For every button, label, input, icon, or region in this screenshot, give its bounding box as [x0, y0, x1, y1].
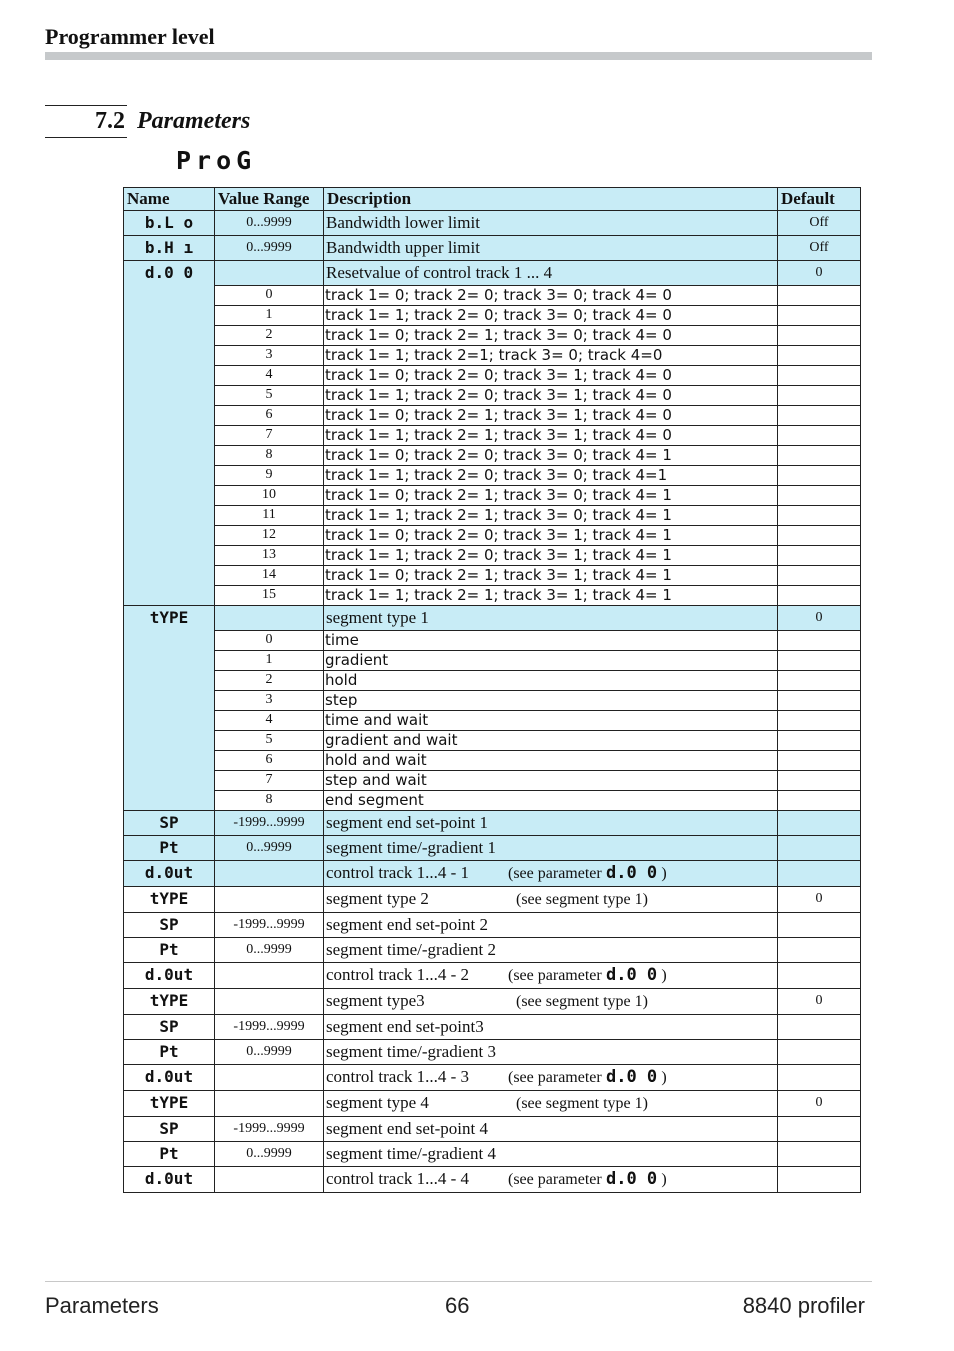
- footer-right: 8840 profiler: [742, 1293, 865, 1318]
- param-range: 0...9999: [215, 236, 324, 261]
- param-default: [778, 913, 861, 938]
- param-range: [215, 606, 324, 631]
- parameters-table: [123, 187, 861, 1193]
- param-default: 0: [778, 261, 861, 286]
- param-default: [778, 963, 861, 989]
- param-description: segment end set-point 1: [324, 811, 778, 836]
- see-reference: (see segment type 1): [516, 993, 648, 1010]
- table-header-row: [124, 188, 861, 211]
- option-value: 2: [215, 671, 324, 691]
- param-row-dout: [124, 1065, 861, 1091]
- see-reference: (see segment type 1): [516, 891, 648, 908]
- param-description: [324, 861, 778, 887]
- section-number: 7.2: [95, 108, 125, 134]
- option-value: 4: [215, 711, 324, 731]
- param-name: SP: [124, 1117, 215, 1142]
- option-value: 7: [215, 771, 324, 791]
- param-default: [778, 811, 861, 836]
- option-row: [124, 631, 861, 651]
- option-row: [124, 426, 861, 446]
- option-default: [778, 586, 861, 606]
- param-default: 0: [778, 1091, 861, 1117]
- option-default: [778, 486, 861, 506]
- see-reference: (see parameter: [508, 1069, 602, 1086]
- param-default: [778, 836, 861, 861]
- see-reference: (see segment type 1): [516, 1095, 648, 1112]
- param-name: Pt: [124, 938, 215, 963]
- param-row-pt: [124, 1040, 861, 1065]
- param-description: [324, 1091, 778, 1117]
- page-header-title: Programmer level: [45, 24, 215, 49]
- param-name: SP: [124, 913, 215, 938]
- param-row-pt: [124, 938, 861, 963]
- param-description: [324, 1167, 778, 1193]
- option-value: 3: [215, 346, 324, 366]
- param-range: -1999...9999: [215, 1015, 324, 1040]
- param-row-blo: [124, 211, 861, 236]
- param-name: tYPE: [124, 887, 215, 913]
- param-range: 0...9999: [215, 938, 324, 963]
- option-row: [124, 791, 861, 811]
- option-description: track 1= 0; track 2= 1; track 3= 1; track 4= 0: [324, 406, 778, 426]
- description-text: control track 1...4 - 1: [326, 863, 470, 882]
- param-description: segment time/-gradient 2: [324, 938, 778, 963]
- option-default: [778, 466, 861, 486]
- param-row-dout: [124, 1167, 861, 1193]
- footer-left: Parameters: [45, 1293, 159, 1318]
- param-range: 0...9999: [215, 211, 324, 236]
- option-default: [778, 306, 861, 326]
- option-value: 14: [215, 566, 324, 586]
- col-header-range: Value Range: [215, 188, 324, 211]
- param-name: d.0ut: [124, 1167, 215, 1193]
- param-row-sp: [124, 1015, 861, 1040]
- option-default: [778, 286, 861, 306]
- footer-page-number: 66: [445, 1293, 470, 1318]
- description-text: segment type3: [326, 991, 425, 1010]
- param-name: b.H ı: [124, 236, 215, 261]
- option-row: [124, 691, 861, 711]
- param-default: 0: [778, 606, 861, 631]
- param-default: [778, 1142, 861, 1167]
- option-row: [124, 346, 861, 366]
- option-default: [778, 791, 861, 811]
- param-description: segment type 1: [324, 606, 778, 631]
- option-value: 4: [215, 366, 324, 386]
- col-header-default: Default: [778, 188, 861, 211]
- option-description: track 1= 0; track 2= 1; track 3= 1; track 4= 1: [324, 566, 778, 586]
- parameter-reference: d.0 0: [605, 965, 658, 985]
- param-name: tYPE: [124, 606, 215, 811]
- param-row-sp: [124, 811, 861, 836]
- option-row: [124, 466, 861, 486]
- option-description: track 1= 1; track 2= 1; track 3= 1; track 4= 1: [324, 586, 778, 606]
- option-row: [124, 446, 861, 466]
- closing-paren: ): [661, 1171, 667, 1188]
- param-description: segment end set-point 4: [324, 1117, 778, 1142]
- option-default: [778, 446, 861, 466]
- option-row: [124, 366, 861, 386]
- param-name: d.0ut: [124, 963, 215, 989]
- option-value: 1: [215, 651, 324, 671]
- param-row-type1: [124, 606, 861, 631]
- option-row: [124, 771, 861, 791]
- param-default: [778, 861, 861, 887]
- option-description: track 1= 1; track 2= 0; track 3= 1; track 4= 1: [324, 546, 778, 566]
- option-row: [124, 526, 861, 546]
- option-description: step and wait: [324, 771, 778, 791]
- option-default: [778, 691, 861, 711]
- option-default: [778, 546, 861, 566]
- param-description: Bandwidth lower limit: [324, 211, 778, 236]
- see-reference: (see parameter: [508, 1171, 602, 1188]
- option-default: [778, 631, 861, 651]
- option-row: [124, 711, 861, 731]
- option-row: [124, 751, 861, 771]
- closing-paren: ): [661, 967, 667, 984]
- param-default: [778, 1065, 861, 1091]
- option-default: [778, 526, 861, 546]
- param-description: Resetvalue of control track 1 ... 4: [324, 261, 778, 286]
- option-description: step: [324, 691, 778, 711]
- option-description: hold and wait: [324, 751, 778, 771]
- param-range: -1999...9999: [215, 1117, 324, 1142]
- param-range: [215, 1091, 324, 1117]
- param-range: [215, 887, 324, 913]
- param-row-pt: [124, 836, 861, 861]
- param-row-type: [124, 989, 861, 1015]
- option-default: [778, 326, 861, 346]
- param-name: SP: [124, 811, 215, 836]
- option-value: 7: [215, 426, 324, 446]
- param-row-dout: [124, 963, 861, 989]
- option-default: [778, 426, 861, 446]
- display-code: ProG: [176, 146, 257, 175]
- option-row: [124, 506, 861, 526]
- option-description: track 1= 1; track 2= 0; track 3= 1; track 4= 0: [324, 386, 778, 406]
- option-description: track 1= 0; track 2= 0; track 3= 1; track 4= 1: [324, 526, 778, 546]
- closing-paren: ): [661, 865, 667, 882]
- option-default: [778, 506, 861, 526]
- option-value: 6: [215, 751, 324, 771]
- option-value: 11: [215, 506, 324, 526]
- option-value: 6: [215, 406, 324, 426]
- param-range: 0...9999: [215, 836, 324, 861]
- option-description: track 1= 1; track 2= 0; track 3= 0; track 4= 0: [324, 306, 778, 326]
- parameter-reference: d.0 0: [605, 1169, 658, 1189]
- see-reference: (see parameter: [508, 865, 602, 882]
- param-default: Off: [778, 211, 861, 236]
- option-row: [124, 731, 861, 751]
- description-text: control track 1...4 - 4: [326, 1169, 470, 1188]
- param-description: segment end set-point3: [324, 1015, 778, 1040]
- option-default: [778, 566, 861, 586]
- col-header-name: Name: [124, 188, 215, 211]
- param-default: [778, 1040, 861, 1065]
- option-description: time: [324, 631, 778, 651]
- option-description: track 1= 0; track 2= 0; track 3= 1; track 4= 0: [324, 366, 778, 386]
- option-value: 0: [215, 631, 324, 651]
- option-default: [778, 751, 861, 771]
- option-description: track 1= 1; track 2= 0; track 3= 0; track 4=1: [324, 466, 778, 486]
- option-description: track 1= 0; track 2= 0; track 3= 0; track 4= 0: [324, 286, 778, 306]
- closing-paren: ): [661, 1069, 667, 1086]
- param-default: [778, 1167, 861, 1193]
- option-value: 15: [215, 586, 324, 606]
- param-description: [324, 963, 778, 989]
- option-description: gradient and wait: [324, 731, 778, 751]
- section-title: Parameters: [137, 108, 251, 134]
- description-text: control track 1...4 - 3: [326, 1067, 470, 1086]
- footer-rule: [45, 1281, 872, 1282]
- description-text: segment type 4: [326, 1093, 429, 1112]
- option-description: time and wait: [324, 711, 778, 731]
- option-default: [778, 731, 861, 751]
- option-default: [778, 386, 861, 406]
- param-name: Pt: [124, 1142, 215, 1167]
- param-name: tYPE: [124, 1091, 215, 1117]
- header-bar: [45, 52, 872, 60]
- option-default: [778, 406, 861, 426]
- param-description: Bandwidth upper limit: [324, 236, 778, 261]
- option-row: [124, 566, 861, 586]
- section-rule-top: [45, 105, 127, 106]
- param-default: 0: [778, 887, 861, 913]
- parameter-reference: d.0 0: [605, 863, 658, 883]
- col-header-description: Description: [324, 188, 778, 211]
- option-description: track 1= 1; track 2= 1; track 3= 1; track 4= 0: [324, 426, 778, 446]
- option-value: 13: [215, 546, 324, 566]
- param-description: segment time/-gradient 3: [324, 1040, 778, 1065]
- description-text: control track 1...4 - 2: [326, 965, 470, 984]
- param-row-bhi: [124, 236, 861, 261]
- option-default: [778, 651, 861, 671]
- param-row-type: [124, 887, 861, 913]
- param-row-type: [124, 1091, 861, 1117]
- option-description: track 1= 1; track 2=1; track 3= 0; track 4=0: [324, 346, 778, 366]
- param-name: b.L o: [124, 211, 215, 236]
- param-default: 0: [778, 989, 861, 1015]
- option-description: hold: [324, 671, 778, 691]
- option-default: [778, 366, 861, 386]
- param-name: d.0ut: [124, 861, 215, 887]
- param-range: -1999...9999: [215, 811, 324, 836]
- param-range: [215, 989, 324, 1015]
- param-name: SP: [124, 1015, 215, 1040]
- option-default: [778, 346, 861, 366]
- param-row-dout: [124, 861, 861, 887]
- param-range: [215, 261, 324, 286]
- option-value: 2: [215, 326, 324, 346]
- param-name: Pt: [124, 1040, 215, 1065]
- param-default: [778, 1117, 861, 1142]
- option-description: track 1= 0; track 2= 1; track 3= 0; track 4= 0: [324, 326, 778, 346]
- section-rule-bottom: [45, 137, 127, 138]
- option-row: [124, 671, 861, 691]
- option-description: track 1= 0; track 2= 0; track 3= 0; track 4= 1: [324, 446, 778, 466]
- option-value: 10: [215, 486, 324, 506]
- param-description: [324, 887, 778, 913]
- option-description: track 1= 1; track 2= 1; track 3= 0; track 4= 1: [324, 506, 778, 526]
- option-value: 3: [215, 691, 324, 711]
- option-description: end segment: [324, 791, 778, 811]
- param-range: [215, 1167, 324, 1193]
- param-description: [324, 1065, 778, 1091]
- option-value: 1: [215, 306, 324, 326]
- option-row: [124, 386, 861, 406]
- option-value: 12: [215, 526, 324, 546]
- param-range: [215, 1065, 324, 1091]
- option-row: [124, 586, 861, 606]
- param-name: d.0 0: [124, 261, 215, 606]
- param-row-d00: [124, 261, 861, 286]
- option-row: [124, 306, 861, 326]
- option-row: [124, 406, 861, 426]
- option-default: [778, 771, 861, 791]
- option-default: [778, 711, 861, 731]
- option-description: gradient: [324, 651, 778, 671]
- option-row: [124, 486, 861, 506]
- param-default: [778, 938, 861, 963]
- param-default: Off: [778, 236, 861, 261]
- option-row: [124, 286, 861, 306]
- param-name: Pt: [124, 836, 215, 861]
- option-row: [124, 546, 861, 566]
- param-default: [778, 1015, 861, 1040]
- option-value: 5: [215, 386, 324, 406]
- option-row: [124, 651, 861, 671]
- param-row-sp: [124, 913, 861, 938]
- option-row: [124, 326, 861, 346]
- option-value: 8: [215, 446, 324, 466]
- param-description: segment time/-gradient 1: [324, 836, 778, 861]
- param-row-sp: [124, 1117, 861, 1142]
- parameter-reference: d.0 0: [605, 1067, 658, 1087]
- param-range: 0...9999: [215, 1040, 324, 1065]
- param-description: segment end set-point 2: [324, 913, 778, 938]
- param-name: d.0ut: [124, 1065, 215, 1091]
- param-description: segment time/-gradient 4: [324, 1142, 778, 1167]
- option-value: 9: [215, 466, 324, 486]
- option-value: 0: [215, 286, 324, 306]
- param-description: [324, 989, 778, 1015]
- description-text: segment type 2: [326, 889, 429, 908]
- param-range: 0...9999: [215, 1142, 324, 1167]
- see-reference: (see parameter: [508, 967, 602, 984]
- option-value: 8: [215, 791, 324, 811]
- option-description: track 1= 0; track 2= 1; track 3= 0; track 4= 1: [324, 486, 778, 506]
- param-name: tYPE: [124, 989, 215, 1015]
- param-row-pt: [124, 1142, 861, 1167]
- param-range: [215, 963, 324, 989]
- param-range: -1999...9999: [215, 913, 324, 938]
- option-default: [778, 671, 861, 691]
- option-value: 5: [215, 731, 324, 751]
- param-range: [215, 861, 324, 887]
